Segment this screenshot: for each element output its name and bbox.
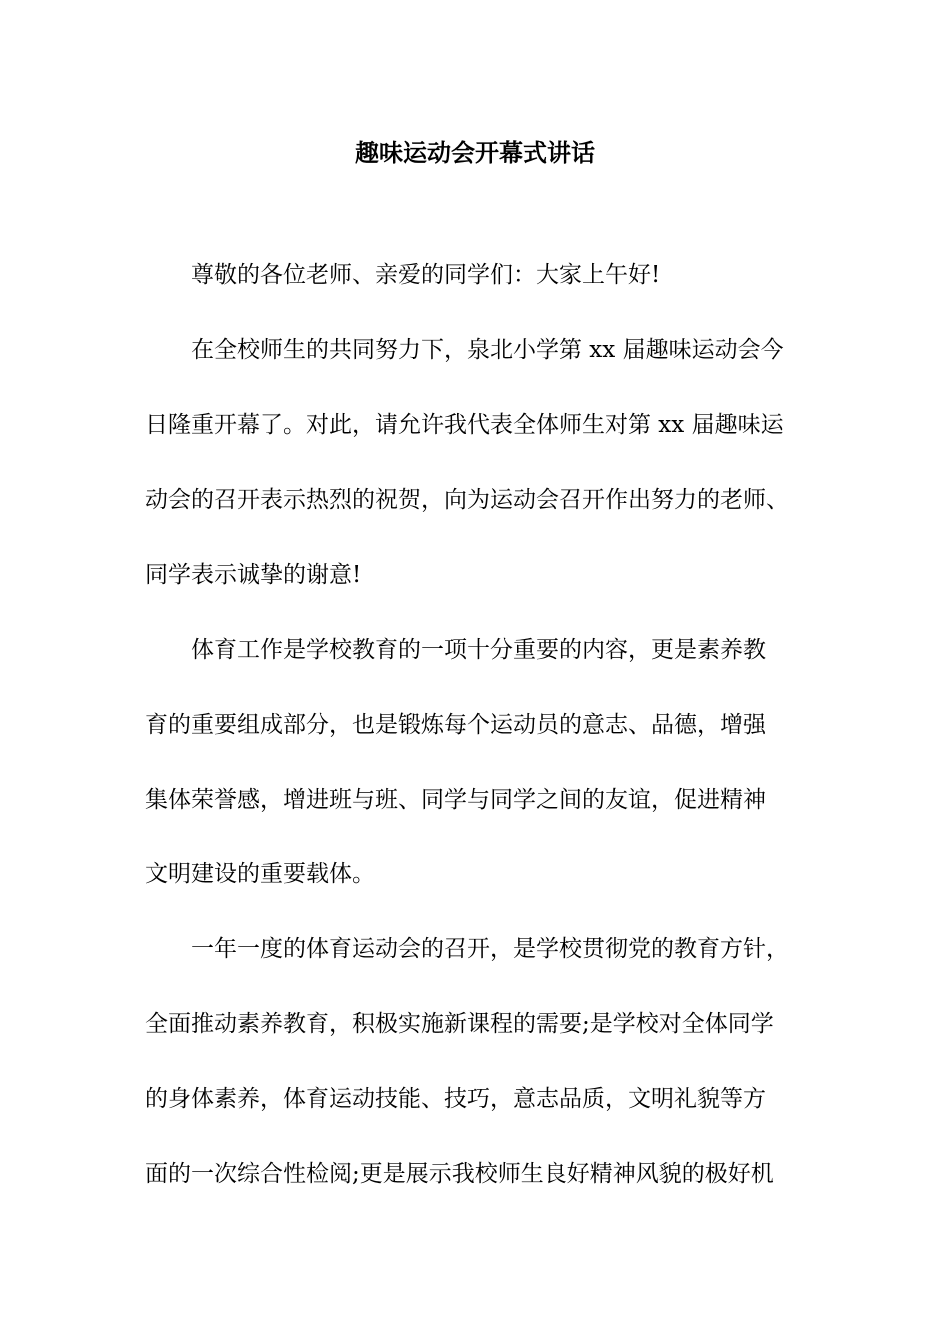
- document-title: 趣味运动会开幕式讲话: [355, 138, 595, 167]
- paragraph-line: 育的重要组成部分，也是锻炼每个运动员的意志、品德，增强: [145, 712, 766, 738]
- paragraph-line: 动会的召开表示热烈的祝贺，向为运动会召开作出努力的老师、: [145, 487, 789, 513]
- paragraph-line: 文明建设的重要载体。: [145, 861, 375, 887]
- paragraph-line: 一年一度的体育运动会的召开，是学校贯彻党的教育方针，: [191, 936, 789, 962]
- paragraph-line: 的身体素养，体育运动技能、技巧，意志品质，文明礼貌等方: [145, 1086, 766, 1112]
- paragraph-line: 体育工作是学校教育的一项十分重要的内容，更是素养教: [191, 637, 766, 663]
- paragraph-line: 面的一次综合性检阅;更是展示我校师生良好精神风貌的极好机: [145, 1161, 774, 1187]
- paragraph-line: 尊敬的各位老师、亲爱的同学们：大家上午好!: [191, 262, 661, 288]
- paragraph-line: 同学表示诚挚的谢意!: [145, 562, 362, 588]
- paragraph-line: 日隆重开幕了。对此，请允许我代表全体师生对第 xx 届趣味运: [145, 412, 784, 438]
- paragraph-line: 集体荣誉感，增进班与班、同学与同学之间的友谊，促进精神: [145, 787, 766, 813]
- paragraph-line: 在全校师生的共同努力下，泉北小学第 xx 届趣味运动会今: [191, 337, 784, 363]
- paragraph-line: 全面推动素养教育，积极实施新课程的需要;是学校对全体同学: [145, 1011, 774, 1037]
